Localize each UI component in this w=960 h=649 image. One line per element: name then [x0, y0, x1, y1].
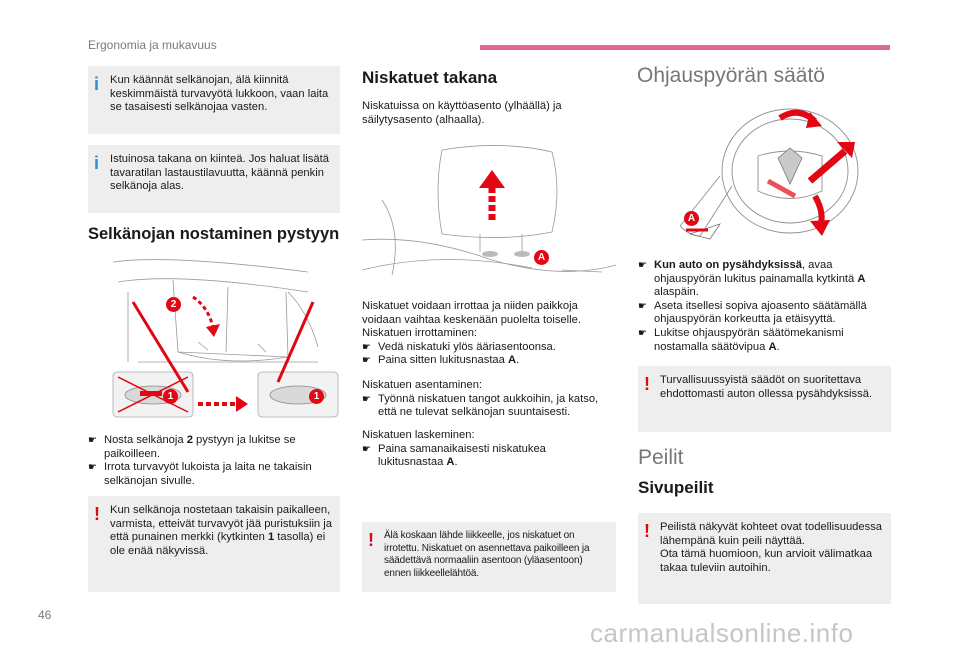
list-item: ☛ Lukitse ohjauspyörän säätömekanismi nostamalla säätövipua A.	[638, 326, 844, 353]
steering-steps	[638, 259, 890, 354]
warning-box-mirrors	[638, 513, 891, 604]
arrow-bullet-icon: ☛	[362, 393, 371, 405]
arrow-bullet-icon: ☛	[88, 435, 97, 446]
headrest-removal: Niskatuet voidaan irrottaa ja niiden paikkoja voidaan vaihtaa keskenään puolelta toiselle. Niskatuen irrottaminen: ☛ Vedä niskatuki ylös ääriasentoonsa. ☛ Paina sitten lukitusnastaa A.	[362, 300, 614, 368]
backrest-illustration	[108, 252, 340, 422]
warning-text: Kun selkänoja nostetaan takaisin paikalleen, varmista, etteivät turvavyöt jää puristuksiin ja että punainen merkki (kytkinten 1 tasolla) ei ole enää näkyvissä.	[110, 504, 332, 557]
list-item: ☛ Nosta selkänoja 2 pystyyn ja lukitse se paikoilleen.	[88, 434, 296, 460]
figure-callout-A-headrest: A	[534, 250, 549, 265]
warning-box-seatbelt-trap	[88, 496, 340, 592]
list-item: ☛ Paina samanaikaisesti niskatukea lukitusnastaa A.	[362, 442, 546, 469]
subheading-side-mirrors: Sivupeilit	[638, 478, 714, 497]
info-icon: i	[94, 153, 100, 173]
warning-icon: !	[644, 521, 650, 541]
warning-box-steering	[638, 366, 891, 432]
arrow-bullet-icon: ☛	[362, 355, 371, 367]
section-header: Ergonomia ja mukavuus	[88, 38, 217, 52]
warning-text: Peilistä näkyvät kohteet ovat todellisuudessa lähempänä kuin peili näyttää. Ota tämä huomioon, kun arvioit välimatkaa takaa tuleviin autoihin.	[660, 521, 883, 574]
warning-text: Turvallisuussyistä säädöt on suoritettava ehdottomasti auton ollessa pysähdyksissä.	[660, 374, 873, 400]
arrow-bullet-icon: ☛	[362, 341, 371, 353]
arrow-bullet-icon: ☛	[638, 300, 647, 312]
list-item: ☛ Irrota turvavyöt lukoista ja laita ne takaisin selkänojan sivulle.	[88, 461, 312, 487]
arrow-bullet-icon: ☛	[88, 462, 97, 474]
list-item: ☛ Vedä niskatuki ylös ääriasentoonsa.	[362, 340, 556, 353]
figure-callout-1-left: 1	[163, 389, 178, 404]
figure-callout-1-right: 1	[309, 389, 324, 404]
page-number: 46	[38, 608, 52, 622]
info-box-seatbelt	[88, 66, 340, 134]
warning-icon: !	[644, 374, 650, 394]
list-item: ☛ Paina sitten lukitusnastaa A.	[362, 354, 520, 367]
headrest-illustration	[362, 140, 616, 290]
section-heading-rear-headrests: Niskatuet takana	[362, 68, 498, 87]
headrest-intro: Niskatuissa on käyttöasento (ylhäällä) ja säilytysasento (alhaalla).	[362, 100, 562, 126]
info-text: Kun käännät selkänojan, älä kiinnitä keskimmäistä turvavyötä lukkoon, vaan laita se tasaisesti selkänojaa vasten.	[110, 74, 329, 114]
list-item: ☛ Työnnä niskatuen tangot aukkoihin, ja katso, että ne tulevat selkänojan suuntaisesti.	[362, 392, 599, 419]
section-heading-mirrors: Peilit	[638, 446, 684, 469]
arrow-bullet-icon: ☛	[638, 260, 647, 271]
info-box-fixed-seat	[88, 145, 340, 213]
warning-icon: !	[368, 530, 374, 550]
info-text: Istuinosa takana on kiinteä. Jos haluat lisätä tavaratilan lastaustilavuutta, käännä penkin selkänoja alas.	[110, 153, 329, 193]
info-icon: i	[94, 74, 100, 94]
list-item: ☛ Kun auto on pysähdyksissä, avaa ohjauspyörän lukitus painamalla kytkintä A alaspäin.	[638, 259, 866, 299]
warning-icon: !	[94, 504, 100, 524]
backrest-steps	[88, 434, 340, 488]
section-heading-steering-wheel: Ohjauspyörän säätö	[637, 64, 825, 87]
headrest-lowering: Niskatuen laskeminen: ☛ Paina samanaikaisesti niskatukea lukitusnastaa A.	[362, 429, 614, 470]
watermark: carmanualsonline.info	[590, 618, 854, 648]
warning-box-headrests	[362, 522, 616, 592]
headrest-installation: Niskatuen asentaminen: ☛ Työnnä niskatuen tangot aukkoihin, ja katso, että ne tulevat selkänojan suuntaisesti.	[362, 379, 614, 420]
list-item: ☛ Aseta itsellesi sopiva ajoasento säätämällä ohjauspyörän korkeutta ja etäisyyttä.	[638, 299, 867, 326]
warning-text: Älä koskaan lähde liikkeelle, jos niskatuet on irrotettu. Niskatuet on asennettava paikoilleen ja säädettävä normaaliin asentoon (yläasentoon) ennen liikkeellelähtöä.	[384, 530, 590, 579]
section-heading-raise-backrest: Selkänojan nostaminen pystyyn	[88, 225, 340, 243]
figure-callout-A-steering: A	[684, 211, 699, 226]
header-accent-bar	[480, 45, 890, 50]
figure-callout-2: 2	[166, 297, 181, 312]
arrow-bullet-icon: ☛	[638, 327, 647, 339]
arrow-bullet-icon: ☛	[362, 443, 371, 455]
